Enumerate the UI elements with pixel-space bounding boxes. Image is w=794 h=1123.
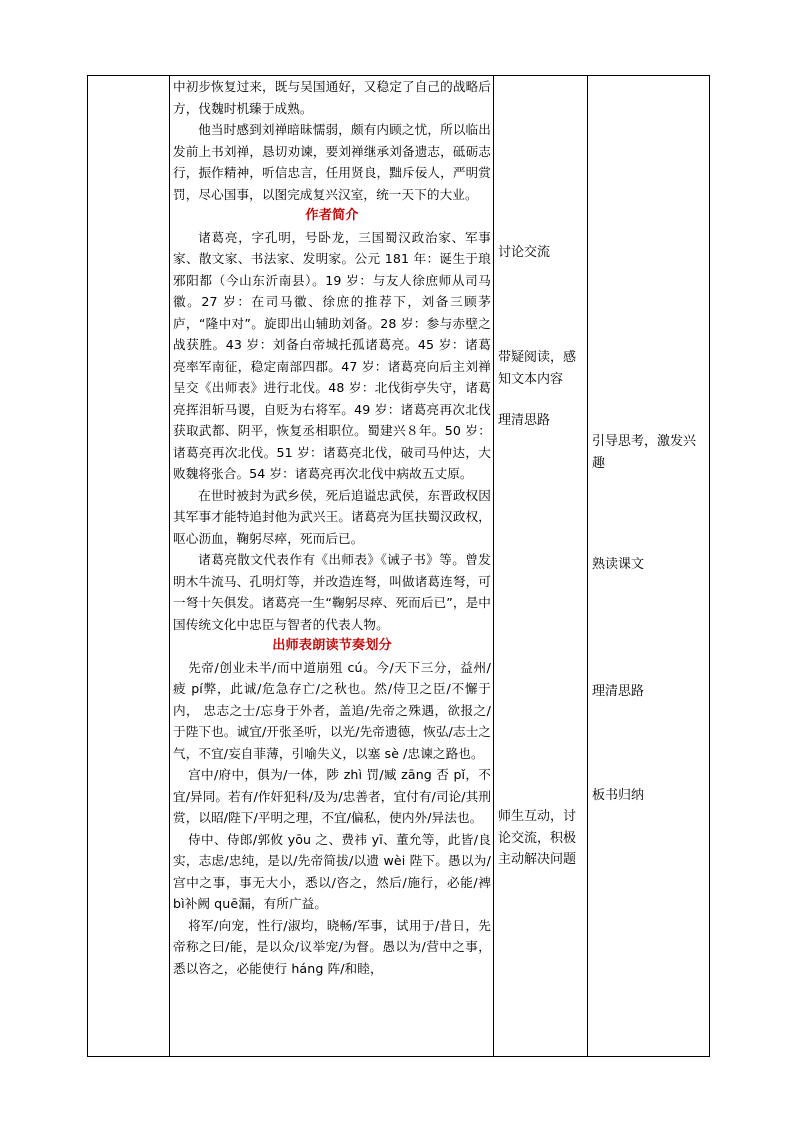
design-intent-column — [588, 76, 709, 1056]
rhythm-paragraph: 侍中、侍郎/郭攸 yōu 之、费祎 yī、董允等，此皆/良实，志虑/忠纯，是以/先帝简拔/以遗 wèi 陛下。愚以为/宫中之事，事无大小，悉以/咨之，然后/施行，必能/裨 bì补阙 quē漏，有所广益。 — [173, 831, 491, 911]
teaching-content — [170, 76, 493, 979]
table-row — [88, 76, 710, 1057]
background-paragraph: 他当时感到刘禅暗昧懦弱，颇有内顾之忧，所以临出发前上书刘禅，恳切劝谏，要刘禅继承刘备遗志，砥砺志行，振作精神，听信忠言，任用贤良，黜斥佞人，严明赏罚，尽心国事，以图完成复兴汉室，统一天下的大业。 — [173, 122, 491, 202]
design-board: 板书归纳 — [592, 788, 645, 803]
teaching-content-cell — [170, 76, 494, 1057]
student-activity-column — [494, 76, 587, 1056]
design-intent-cell — [588, 76, 710, 1057]
author-intro-heading: 作者简介 — [305, 208, 359, 223]
student-activity-cell — [494, 76, 588, 1057]
blank-column-cell — [88, 76, 170, 1057]
background-paragraph: 中初步恢复过来，既与吴国通好，又稳定了自己的战略后方，伐魏时机臻于成熟。 — [173, 79, 491, 116]
reading-rhythm-heading: 出师表朗读节奏划分 — [272, 638, 392, 653]
rhythm-paragraph: 宫中/府中，俱为/一体，陟 zhì 罚/臧 zāng 否 pǐ，不宜/异同。若有/作奸犯科/及为/忠善者，宜付有/司论/其刑赏，以昭/陛下/平明之理，不宜/偏私，使内外/异法也。 — [173, 767, 492, 825]
rhythm-paragraph: 将军/向宠，性行/淑均，晓畅/军事，试用于/昔日，先帝称之曰/能，是以众/议举宠/为督。愚以为/营中之事，悉以咨之，必能使行 háng 阵/和睦， — [173, 917, 491, 976]
activity-clarify: 理清思路 — [498, 413, 551, 428]
activity-read-question: 带疑阅读，感知文本内容 — [498, 350, 577, 387]
activity-interact: 师生互动，讨论交流，积极主动解决问题 — [498, 809, 577, 867]
design-clarify: 理清思路 — [592, 684, 645, 699]
rhythm-paragraph: 先帝/创业未半/而中道崩殂 cú。今/天下三分，益州/疲 pí弊，此诚/危急存亡/之秋也。然/侍卫之臣/不懈于内， 忠志之士/忘身于外者，盖追/先帝之殊遇，欲报之/于陛下也。诚宜/开张圣听，以光/先帝遗德，恢弘/志士之气，不宜/妄自菲薄，引喻失义，以塞 sè /忠谏之路也。 — [173, 659, 491, 761]
author-paragraph: 诸葛亮散文代表作有《出师表》《诫子书》等。曾发明木牛流马、孔明灯等，并改造连弩，叫做诸葛连弩，可一弩十矢俱发。诸葛亮一生“鞠躬尽瘁、死而后已”，是中国传统文化中忠臣与智者的代表人物。 — [173, 552, 491, 632]
author-paragraph: 在世时被封为武乡侯，死后追谥忠武侯，东晋政权因其军事才能特追封他为武兴王。诸葛亮为匡扶蜀汉政权，呕心沥血，鞠躬尽瘁，死而后已。 — [173, 487, 491, 546]
lesson-plan-table — [87, 75, 710, 1057]
design-familiar: 熟读课文 — [592, 557, 645, 572]
activity-discuss: 讨论交流 — [498, 245, 551, 260]
author-paragraph: 诸葛亮，字孔明，号卧龙，三国蜀汉政治家、军事家、散文家、书法家、发明家。公元 181 年：诞生于琅邪阳都（今山东沂南县）。19 岁：与友人徐庶师从司马徽。27 岁：在司马徽、徐庶的推荐下，刘备三顾茅庐，“隆中对”。旋即出山辅助刘备。28 岁：参与赤壁之战获胜。43 岁：刘备白帝城托孤诸葛亮。45 岁：诸葛亮率军南征，稳定南部四郡。47 岁：诸葛亮向后主刘禅呈交《出师表》进行北伐。48 岁：北伐街亭失守，诸葛亮挥泪斩马谡，自贬为右将军。49 岁：诸葛亮再次北伐获取武都、阴平，恢复丞相职位。蜀建兴８年。50 岁：诸葛亮再次北伐。51 岁：诸葛亮北伐，破司马仲达，大败魏将张合。54 岁：诸葛亮再次北伐中病故五丈原。 — [173, 229, 491, 481]
design-guide: 引导思考，激发兴趣 — [592, 434, 697, 471]
